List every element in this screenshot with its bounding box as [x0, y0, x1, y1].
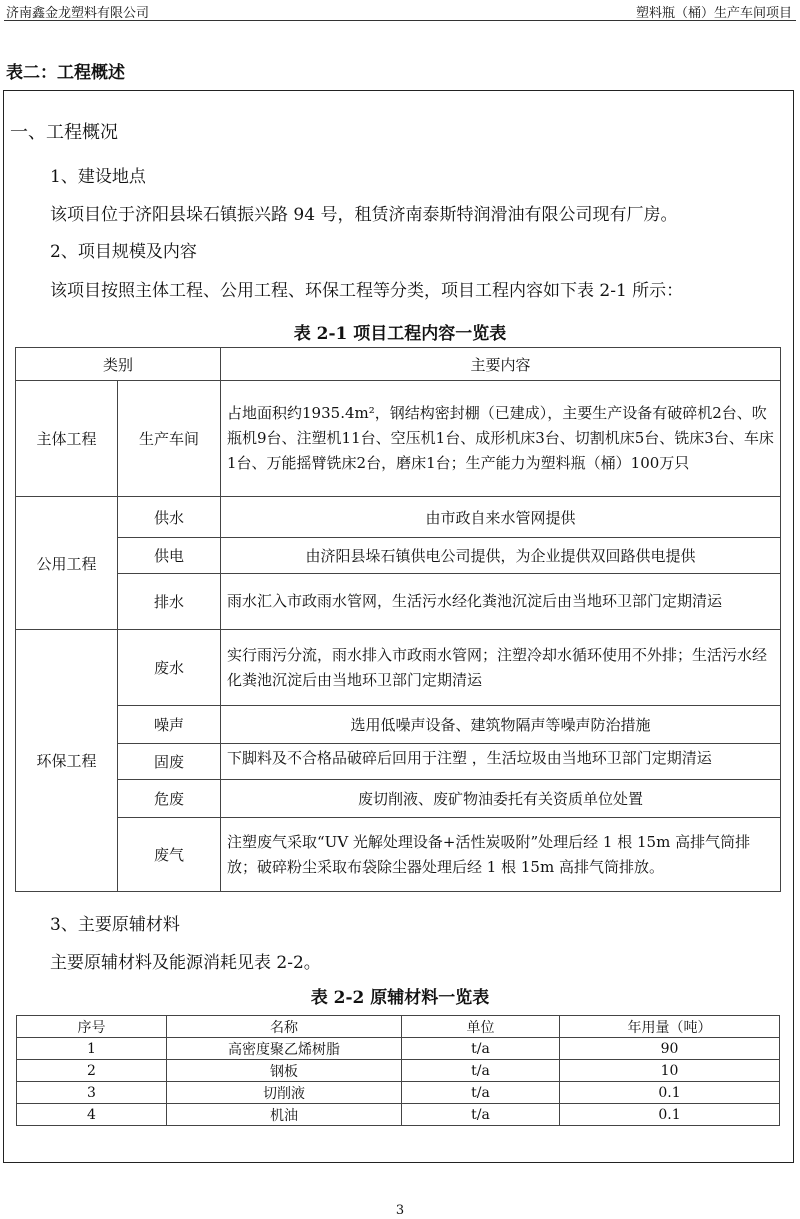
cell-no: 2 [17, 1060, 167, 1082]
page-header [4, 0, 796, 21]
content-cell: 实行雨污分流，雨水排入市政雨水管网；注塑冷却水循环使用不外排；生活污水经化粪池沉淀后由当地环卫部门定期清运 [221, 630, 781, 706]
cell-unit: t/a [402, 1104, 560, 1126]
table-row [16, 780, 781, 818]
table-row [16, 706, 781, 744]
page-number: 3 [395, 1203, 405, 1218]
cell-amount: 0.1 [560, 1082, 780, 1104]
category-cell: 主体工程 [16, 381, 118, 497]
table-row [16, 744, 781, 780]
content-cell: 废切削液、废矿物油委托有关资质单位处置 [221, 780, 781, 818]
materials-text: 主要原辅材料及能源消耗见表 2-2。 [50, 953, 321, 973]
item-cell: 废气 [118, 818, 221, 892]
content-cell: 由市政自来水管网提供 [221, 497, 781, 538]
item-cell: 供水 [118, 497, 221, 538]
cell-name: 机油 [167, 1104, 402, 1126]
overview-heading: 一、工程概况 [10, 122, 118, 143]
category-cell: 公用工程 [16, 497, 118, 630]
table2-caption: 表 2-2 原辅材料一览表 [310, 988, 490, 1008]
header-no: 序号 [17, 1016, 167, 1038]
cell-name: 高密度聚乙烯树脂 [167, 1038, 402, 1060]
item1-text: 该项目位于济阳县垛石镇振兴路 94 号，租赁济南泰斯特润滑油有限公司现有厂房。 [50, 205, 678, 225]
table-row [16, 497, 781, 538]
item2-title: 2、项目规模及内容 [50, 242, 197, 262]
cell-name: 钢板 [167, 1060, 402, 1082]
table1-caption: 表 2-1 项目工程内容一览表 [293, 324, 507, 344]
table-row [16, 538, 781, 574]
project-content-table [15, 347, 781, 892]
item2-text: 该项目按照主体工程、公用工程、环保工程等分类，项目工程内容如下表 2-1 所示： [50, 281, 684, 301]
content-cell: 由济阳县垛石镇供电公司提供，为企业提供双回路供电提供 [221, 538, 781, 574]
header-content: 主要内容 [221, 348, 781, 381]
content-cell: 注塑废气采取“UV 光解处理设备+活性炭吸附”处理后经 1 根 15m 高排气筒排放；破碎粉尘采取布袋除尘器处理后经 1 根 15m 高排气筒排放。 [221, 818, 781, 892]
table-header-row [16, 348, 781, 381]
content-cell [221, 744, 781, 780]
cell-no: 3 [17, 1082, 167, 1104]
table-row [17, 1082, 780, 1104]
item-cell: 危废 [118, 780, 221, 818]
cell-name: 切削液 [167, 1082, 402, 1104]
cell-no: 4 [17, 1104, 167, 1126]
header-name: 名称 [167, 1016, 402, 1038]
materials-title: 3、主要原辅材料 [50, 915, 180, 935]
content-cell: 选用低噪声设备、建筑物隔声等噪声防治措施 [221, 706, 781, 744]
table-row [17, 1038, 780, 1060]
solid-waste-text: 下脚料及不合格品破碎后回用于注塑 ，生活垃圾由当地环卫部门定期清运 [227, 749, 712, 767]
item-cell: 生产车间 [118, 381, 221, 497]
cell-unit: t/a [402, 1060, 560, 1082]
cell-no: 1 [17, 1038, 167, 1060]
cell-amount: 90 [560, 1038, 780, 1060]
cell-amount: 10 [560, 1060, 780, 1082]
header-amount: 年用量（吨） [560, 1016, 780, 1038]
category-cell: 环保工程 [16, 630, 118, 892]
header-company: 济南鑫金龙塑料有限公司 [6, 6, 150, 21]
table-row [16, 818, 781, 892]
table-row [16, 574, 781, 630]
table-row [16, 630, 781, 706]
item-cell: 供电 [118, 538, 221, 574]
table-row [17, 1060, 780, 1082]
item-cell: 噪声 [118, 706, 221, 744]
materials-table [16, 1015, 780, 1126]
table-row [16, 381, 781, 497]
header-category: 类别 [16, 348, 221, 381]
table-header-row [17, 1016, 780, 1038]
cell-unit: t/a [402, 1038, 560, 1060]
cell-amount: 0.1 [560, 1104, 780, 1126]
content-cell: 占地面积约1935.4m²，钢结构密封棚（已建成），主要生产设备有破碎机2台、吹瓶机9台、注塑机11台、空压机1台、成形机床3台、切割机床5台、铣床3台、车床1台、万能摇臂铣床2台，磨床1台；生产能力为塑料瓶（桶）100万只 [221, 381, 781, 497]
item-cell: 排水 [118, 574, 221, 630]
header-unit: 单位 [402, 1016, 560, 1038]
header-project: 塑料瓶（桶）生产车间项目 [635, 6, 792, 21]
cell-unit: t/a [402, 1082, 560, 1104]
item1-title: 1、建设地点 [50, 167, 146, 187]
section-title: 表二：工程概述 [6, 63, 125, 83]
content-cell: 雨水汇入市政雨水管网，生活污水经化粪池沉淀后由当地环卫部门定期清运 [221, 574, 781, 630]
item-cell: 固废 [118, 744, 221, 780]
item-cell: 废水 [118, 630, 221, 706]
table-row [17, 1104, 780, 1126]
